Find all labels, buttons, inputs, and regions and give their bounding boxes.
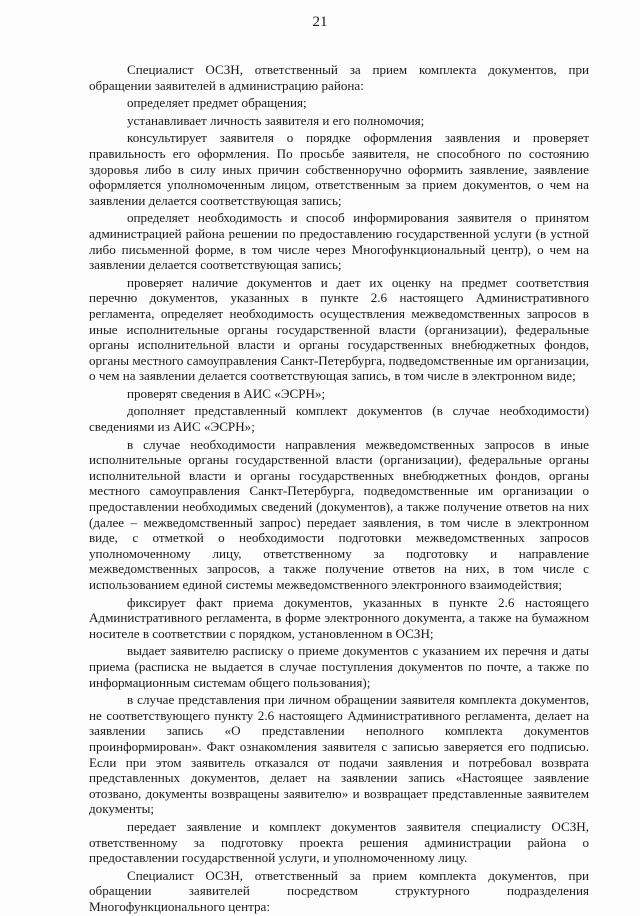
paragraph: проверяет наличие документов и дает их оценку на предмет соответствия перечню документов, указанных в пункте 2.6 настоящего Административного регламента, определяет необходимость осуществления межведомственных запросов в иные исполнительные органы государственной власти (организации), федеральные органы исполнительной власти и органы государственных внебюджетных фондов, органы местного самоуправления Санкт-Петербурга, подведомственные им организации, о чем на заявлении делается соответствующая запись, в том числе в электронном виде; bbox=[89, 274, 589, 384]
paragraph: консультирует заявителя о порядке оформления заявления и проверяет правильность его оформления. По просьбе заявителя, не способного по состоянию здоровья либо в силу иных причин собственноручно оформить заявление, заявление оформляется уполномоченным лицом, ответственным за прием документов, о чем на заявлении делается соответствующая запись; bbox=[89, 130, 589, 208]
paragraph: передает заявление и комплект документов заявителя специалисту ОСЗН, ответственному за подготовку проекта решения администрации района о предоставлении государственной услуги, и уполномоченному лицу. bbox=[89, 818, 589, 866]
body-text bbox=[89, 62, 589, 916]
paragraph: определяет предмет обращения; bbox=[127, 95, 307, 111]
paragraph: в случае необходимости направления межведомственных запросов в иные исполнительные органы государственной власти (организации), федеральные органы исполнительной власти и органы государственных внебюджетных фондов, органы местного самоуправления Санкт-Петербурга, подведомственные им организации о предоставлении необходимых сведений (документов), а также получение ответов на них (далее – межведомственный запрос) передает заявления, в том числе в электронном виде, с отметкой о необходимости подготовки межведомственных запросов уполномоченному лицу, ответственному за подготовку и направление межведомственных запросов, а также получение ответов на них, в том числе с использованием единой системы межведомственного электронного взаимодействия; bbox=[89, 436, 589, 592]
paragraph: выдает заявителю расписку о приеме документов с указанием их перечня и даты приема (расписка не выдается в случае поступления документов по почте, а также по информационным системам общего пользования); bbox=[89, 643, 589, 690]
paragraph: фиксирует факт приема документов, указанных в пункте 2.6 настоящего Административного регламента, в форме электронного документа, а также на бумажном носителе в соответствии с порядком, установленном в ОСЗН; bbox=[89, 594, 589, 641]
paragraph: проверят сведения в АИС «ЭСРН»; bbox=[127, 385, 326, 401]
page-number: 21 bbox=[312, 14, 328, 30]
paragraph: определяет необходимость и способ информирования заявителя о принятом администрацией района решении по предоставлению государственной услуги (в устной либо письменной форме, в том числе через Многофункциональный центр), о чем на заявлении делается соответствующая запись; bbox=[89, 210, 589, 273]
paragraph: дополняет представленный комплект документов (в случае необходимости) сведениями из АИС «ЭСРН»; bbox=[89, 403, 589, 435]
paragraph: в случае представления при личном обращении заявителя комплекта документов, не соответствующего пункту 2.6 настоящего Административного регламента, делает на заявлении запись «О представлении неполного комплекта документов проинформирован». Факт ознакомления заявителя с записью заверяется его подписью. Если при этом заявитель отказался от подачи заявления и потребовал возврата представленных документов, делает на заявлении запись «Настоящее заявление отозвано, документы возвращены заявителю» и возвращает представленные заявителем документы; bbox=[89, 692, 589, 817]
paragraph: Специалист ОСЗН, ответственный за прием комплекта документов, при обращении заявителей посредством структурного подразделения Многофункционального центра: bbox=[89, 867, 589, 914]
paragraph: Специалист ОСЗН, ответственный за прием комплекта документов, при обращении заявителей в администрацию района: bbox=[89, 62, 589, 93]
paragraph: устанавливает личность заявителя и его полномочия; bbox=[127, 112, 425, 128]
